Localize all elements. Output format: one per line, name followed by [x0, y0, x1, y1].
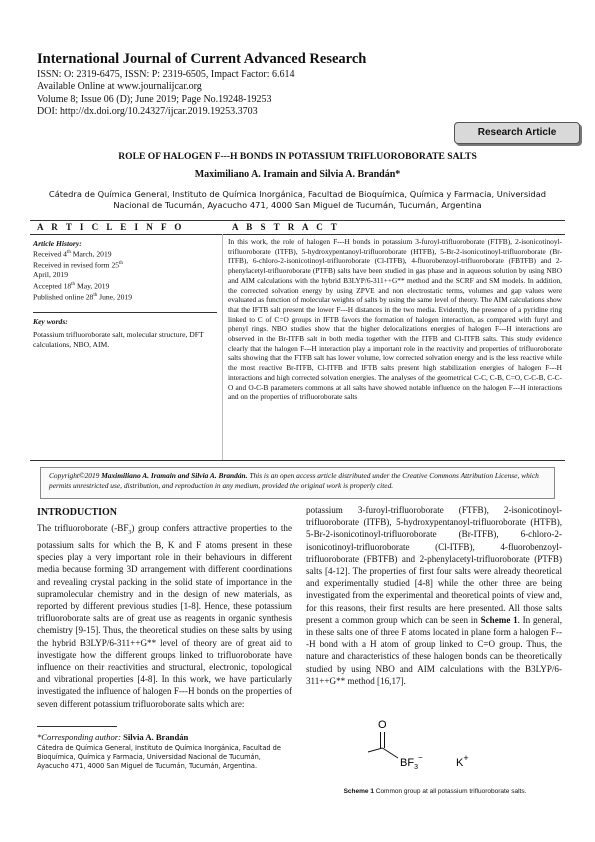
research-article-badge: Research Article — [454, 122, 580, 144]
bf3-label: $BF_3^-$ — [400, 753, 423, 771]
article-history — [33, 235, 217, 302]
carbon-boron-bond — [383, 748, 399, 758]
availability-line: Available Online at www.journalijcar.org — [37, 81, 202, 93]
accepted-date: Accepted 18th May, 2019 — [33, 281, 110, 291]
volume-line: Volume 8; Issue 06 (D); June 2019; Page No.19248-19253 — [37, 93, 272, 105]
scheme-reference[interactable]: Scheme 1 — [480, 614, 518, 625]
journal-meta — [37, 69, 295, 118]
keywords-block — [33, 317, 217, 349]
intro-paragraph-1: The trifluoroborate $(-BF_3)$ group confers attractive properties to the potassium salts for which the B, K and F atoms present in these species play a very important role in their behaviours in different media because forming 3D arrangement with different coordinations and revealing crystal packing in the solid state of importance in the supramolecular chemistry and in the design of new materials, as reported by different previous studies [1-8]. Hence, these potassium trifluoroborate salts are of great use as reagents in organic synthesis chemistry [9-15]. Thus, the theoretical studies on these salts by using the hybrid B3LYP/6-311++G** level of theory are of great aid to investigate how the different groups linked to trifluoroborate have influence on their reactivities and structural, electronic, topological and vibrational properties [4-8]. In this work, we have particularly investigated the influence of halogen F---H bonds on the properties of seven different potassium trifluoroborate salts which are: — [37, 523, 292, 709]
author-affiliation: Cátedra de Química General, Instituto de Química Inorgánica, Facultad de Bioquímica, Química y Farmacia, Universidad Nacional de Tucumán, Ayacucho 471, 4000 San Miguel de Tucumán, Tucumán, Argentina — [48, 189, 547, 210]
abstract-text: In this work, the role of halogen F---H bonds in potassium 3-furoyl-trifluoroborate (FTFB), 2-isonicotinoyl-trifluoroborate (ITFB), 5-hydroxypentanoyl-trifluoroborate (HTFB), 5-Br-2-isonicotinoyl-trifluoroborate (Br-ITFB), 6-chloro-2-isonicotinoyl-trifluoroborate (Cl-ITFB), 4-fluorobenzoyl-trifluoroborate (FBTFB) and 2-phenylacetyl-trifluoroborate (PTFB) salts have been studied in gas phase and in aqueous solution by using NBO and AIM calculations with the hybrid B3LYP/6-311++G** method and the SCRF and SM models. In addition, the corrected solvation energy by using ZPVE and non electrostatic terms, volumes and gap values were evaluated as function of molecular weights of salts by using the same level of theory. The AIM calculations show that the IFTB salt present the lower F---H distances in the two media. Evidently, the presence of a pyridine ring linked to C of C=O groups in IFTB favors the formation of halogen interaction, as compared with furyl and phenyl rings. NBO studies show that the higher delocalizations energies of halogen F---H interactions are observed in the Br-ITFB salt in both media together with the ITFB and Cl-ITFB salts. This study evidence clearly that the halogen F---H interaction play a important role in the reactivity and properties of trifluoroborate salts showing that the FTFB salt has lower volume, low corrected solvation energy and is the less reactive while the most reactive Br-ITFB, Cl-ITFB and IFTB salts present high stabilization energies of halogen F---H interactions and high corrected solvation energies. The analyses of the geometrical C-C, C-B, C=O, C-C-B, C-C-O and O-C-B parameters commons at all salts have showed notable influence on the halogen F---H interactions and on the properties of trifluoroborate salts — [228, 237, 562, 402]
intro-heading: INTRODUCTION — [37, 507, 118, 518]
revised-date: Received in revised form 25th — [33, 260, 123, 270]
received-date: Received 4th March, 2019 — [33, 249, 112, 259]
divider-top — [30, 220, 565, 221]
divider-bottom — [30, 460, 565, 461]
scheme-1-structure — [360, 716, 510, 786]
abstract-heading: A B S T R A C T — [232, 222, 340, 232]
article-info-heading: A R T I C L E I N F O — [37, 222, 185, 232]
corresponding-author: *Corresponding author: Silvia A. Brandán Cátedra de Química General, Instituto de Química Inorgánica, Facultad de Bioquímica, Química y Farmacia, Universidad Nacional de Tucumán, Ayacucho 471, 4000 San Miguel de Tucumán, Tucumán, Argentina. — [37, 732, 281, 770]
issn-line: ISSN: O: 2319-6475, ISSN: P: 2319-6505, Impact Factor: 6.614 — [37, 69, 295, 80]
carbon-bond-left — [368, 748, 383, 752]
paper-title: ROLE OF HALOGEN F---H BONDS IN POTASSIUM TRIFLUOROBORATE SALTS — [118, 151, 477, 162]
oxygen-label: O — [378, 719, 387, 731]
copyright-notice: Copyright©2019 Maximiliano A. Iramain and Silvia A. Brandán. This is an open access article distributed under the Creative Commons Attribution License, which permits unrestricted use, distribution, and reproduction in any medium, provided the original work is properly cited. — [40, 467, 555, 499]
published-date: Published online 28th June, 2019 — [33, 292, 133, 302]
journal-title: International Journal of Current Advanced Research — [37, 51, 367, 67]
revised-date-cont: April, 2019 — [33, 270, 69, 280]
footnote-rule — [37, 726, 117, 727]
paper-authors: Maximiliano A. Iramain and Silvia A. Brandán* — [194, 169, 401, 180]
keywords-label: Key words: — [33, 317, 68, 326]
doi-line[interactable]: DOI: http://dx.doi.org/10.24327/ijcar.2019.19253.3703 — [37, 105, 258, 117]
scheme-caption: Scheme 1 Common group at all potassium trifluoroborate salts. — [343, 788, 527, 795]
history-label: Article History: — [33, 239, 82, 248]
potassium-label: K+ — [456, 753, 469, 769]
intro-paragraph-2: potassium 3-furoyl-trifluoroborate (FTFB), 2-isonicotinoyl-trifluoroborate (ITFB), 5-hydroxypentanoyl-trifluoroborate (HTFB), 5-Br-2-isonicotinoyl-trifluoroborate (Br-ITFB), 6-chloro-2-isonicotinoyl-trifluoroborate (Cl-ITFB), 4-fluorobenzoyl-trifluoroborate (FBTFB) and 2-phenylacetyl-trifluoroborate (PTFB) salts [4-12]. The properties of first four salts were already theoretical and experimentally studied [4-8] while the other three are being investigated from the experimental and theoretical points of view and, for this reasons, their first results are here presented. All those salts present a common group which can be seen in Scheme 1. In general, in these salts one of three F atoms located in plane form a halogen F---H bond with a H atom of group linked to C=O group. Thus, the nature and characteristics of these halogen bonds can be theoretically studied by using NBO and AIM calculations with the B3LYP/6-311++G** method [16,17]. — [306, 505, 562, 686]
column-divider — [222, 234, 223, 460]
keywords-text: Potassium trifluoroborate salt, molecular structure, DFT calculations, NBO, AIM. — [33, 330, 204, 349]
divider-info — [33, 312, 217, 313]
